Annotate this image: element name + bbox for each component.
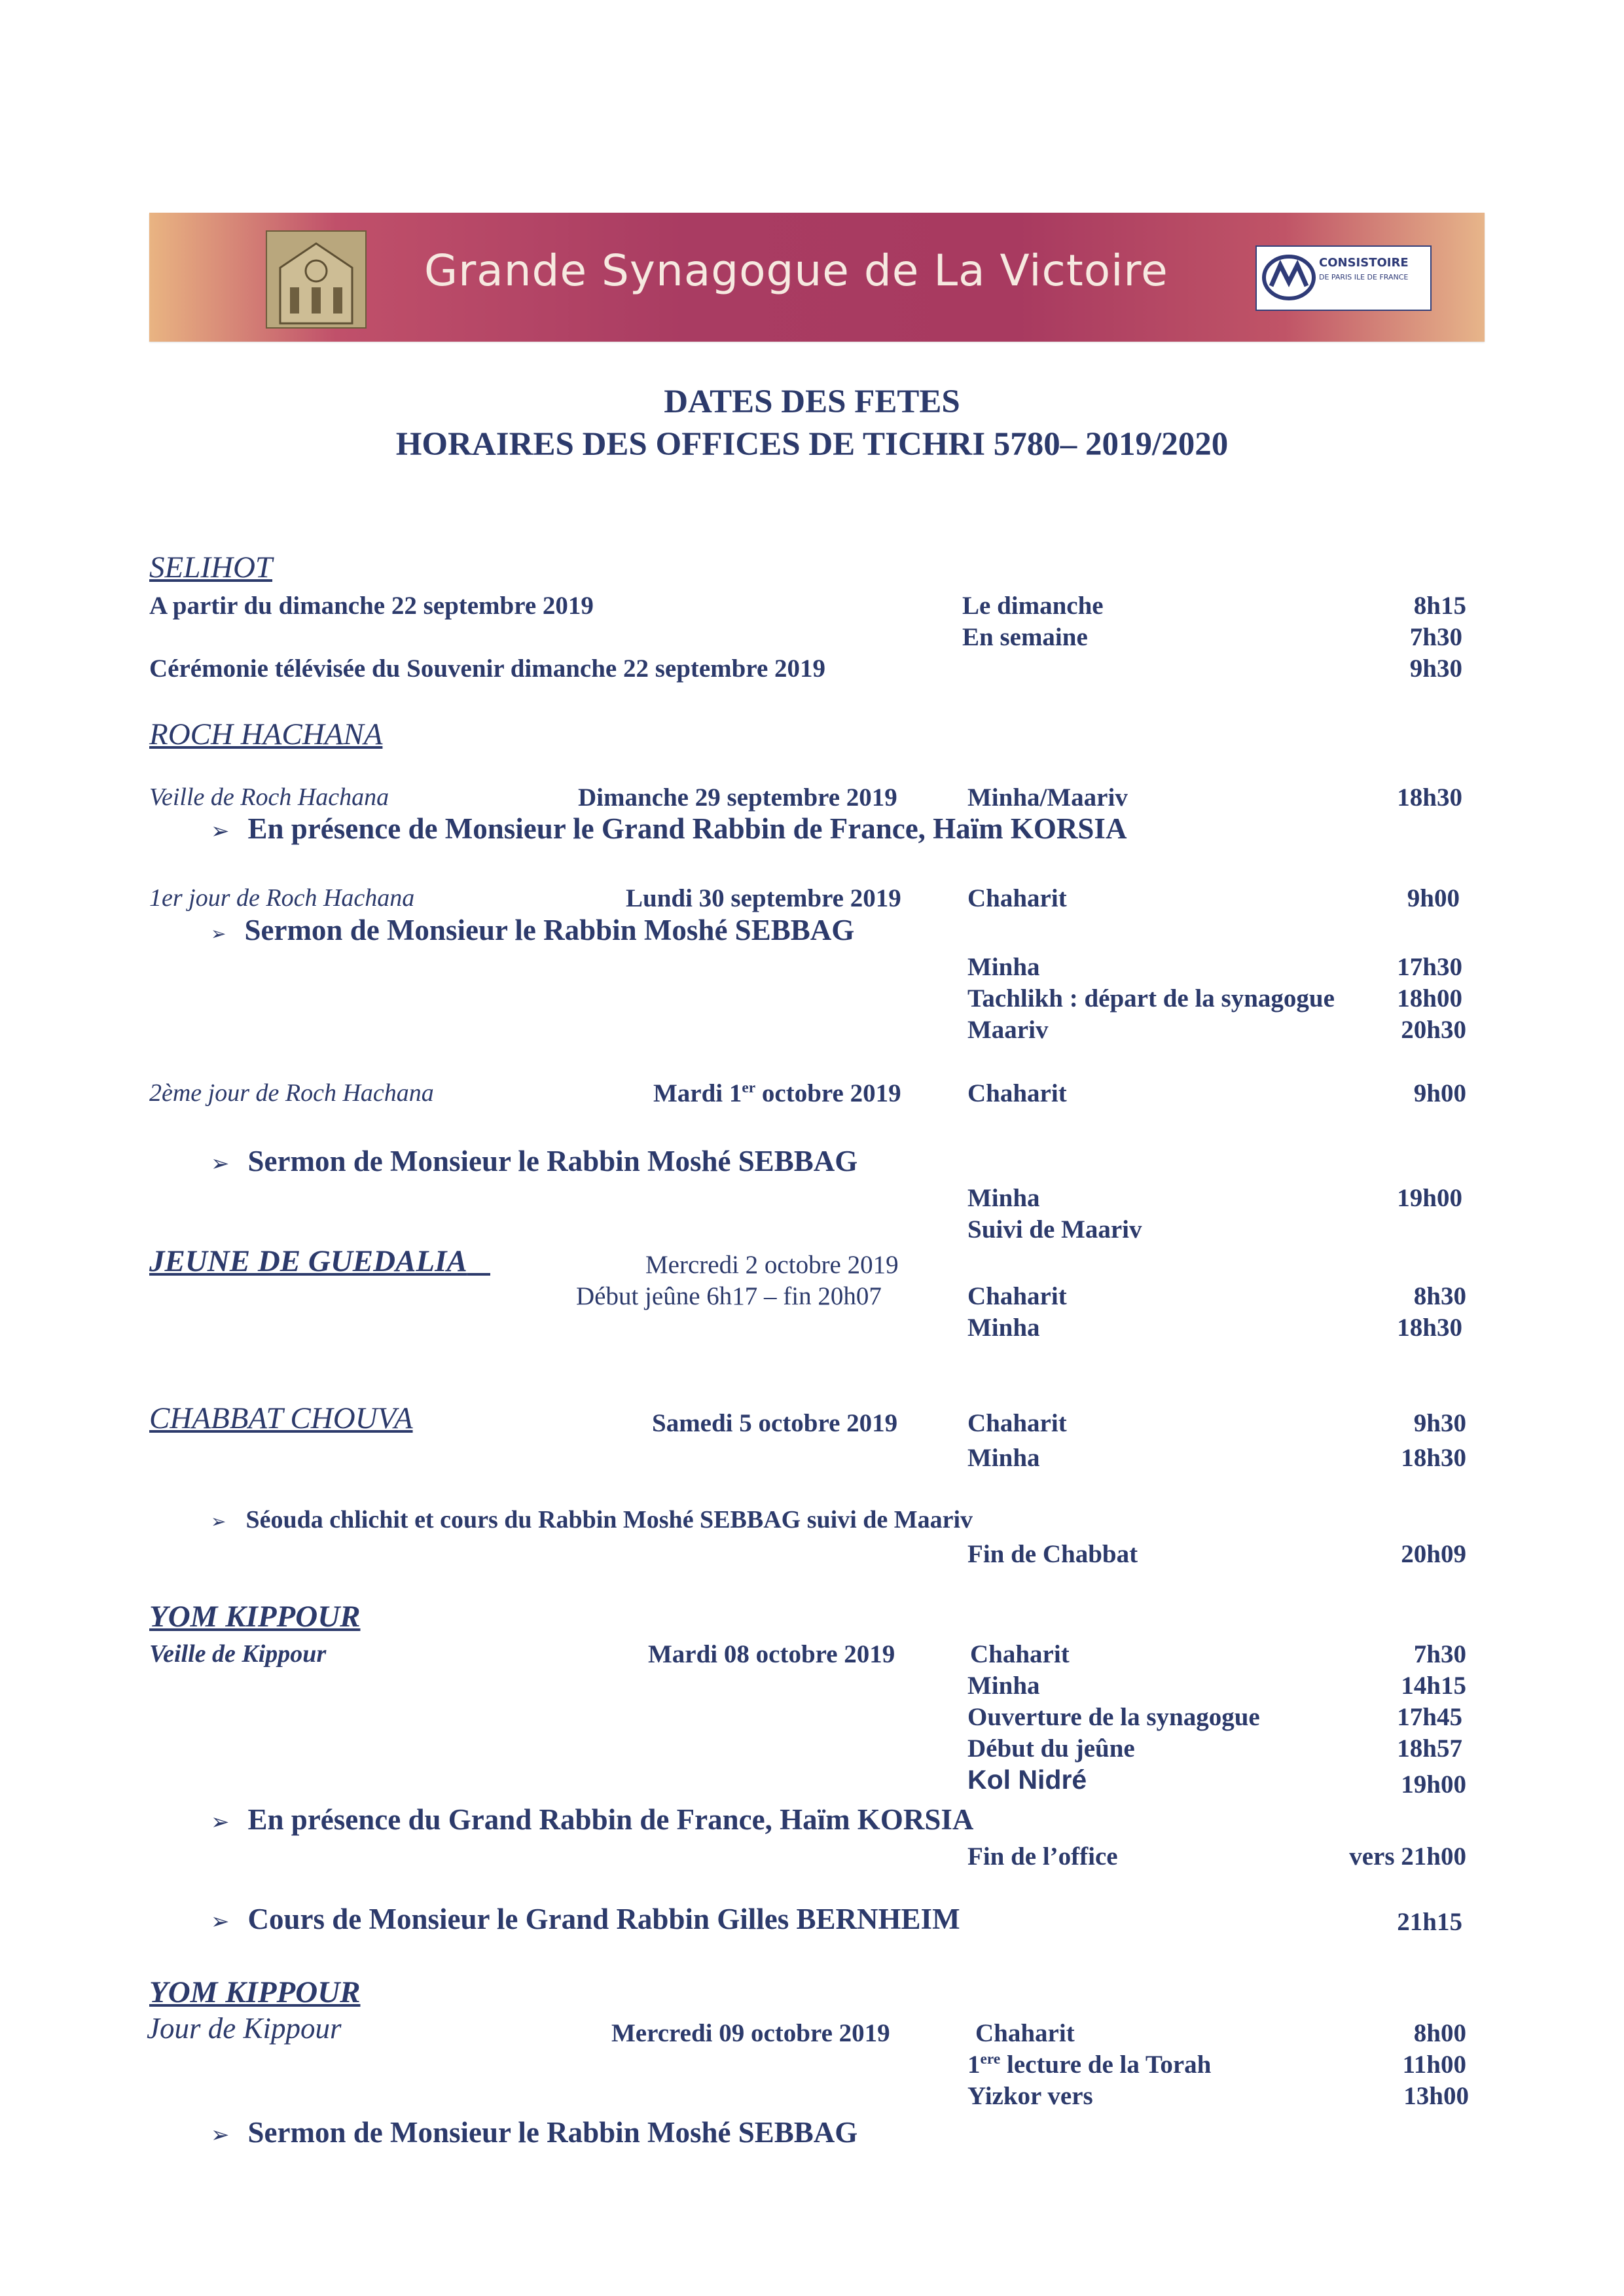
chouva-end-time: 20h09: [1401, 1540, 1466, 1568]
arrow-bullet-icon: ➢: [211, 2122, 230, 2148]
selihot-sunday-label: Le dimanche: [962, 592, 1104, 620]
arrow-bullet-icon: ➢: [211, 1909, 230, 1935]
roch-day1-tachlikh-time: 18h00: [1397, 984, 1462, 1013]
logo-text: CONSISTOIRE: [1319, 256, 1409, 270]
chouva-time2: 18h30: [1401, 1444, 1466, 1472]
guedalia-date: Mercredi 2 octobre 2019: [645, 1251, 899, 1279]
kippour-eve-time3: 17h45: [1397, 1703, 1462, 1731]
chouva-end-label: Fin de Chabbat: [967, 1540, 1138, 1568]
title-line-2: HORAIRES DES OFFICES DE TICHRI 5780– 2019/2020: [395, 426, 1229, 463]
banner-title: Grande Synagogue de La Victoire: [424, 245, 1168, 296]
selihot-sunday-time: 8h15: [1413, 592, 1466, 620]
title-line-1: DATES DES FETES: [664, 384, 960, 420]
kippour-eve-note1-text: En présence du Grand Rabbin de France, Haïm KORSIA: [247, 1803, 974, 1836]
consistoire-logo-icon: [1262, 253, 1316, 302]
guedalia-time2: 18h30: [1397, 1314, 1462, 1342]
logo-subtext: DE PARIS ILE DE FRANCE: [1319, 273, 1409, 281]
roch-day1-note: [211, 913, 854, 947]
kippour-day-office3: Yizkor vers: [967, 2082, 1093, 2110]
chouva-office2: Minha: [967, 1444, 1040, 1472]
arrow-bullet-icon: ➢: [211, 1151, 230, 1177]
kippour-eve-note2: [211, 1902, 960, 1936]
arrow-bullet-icon: ➢: [211, 818, 230, 844]
roch-day1-office: Chaharit: [967, 884, 1067, 912]
roch-day2-date-sup: er: [742, 1079, 756, 1096]
arrow-bullet-icon: ➢: [211, 1511, 226, 1532]
kippour-day-date: Mercredi 09 octobre 2019: [611, 2019, 890, 2047]
banner: [149, 213, 1485, 342]
kippour-eve-office3: Ouverture de la synagogue: [967, 1703, 1260, 1731]
selihot-week-label: En semaine: [962, 623, 1088, 651]
roch-day1-tachlikh: Tachlikh : départ de la synagogue: [967, 984, 1335, 1013]
kippour-eve-note2-time: 21h15: [1397, 1908, 1462, 1936]
roch-eve-note: [211, 812, 1127, 846]
kippour-eve-note2-text: Cours de Monsieur le Grand Rabbin Gilles BERNHEIM: [247, 1903, 960, 1935]
kippour-eve-office4: Début du jeûne: [967, 1734, 1135, 1763]
kippour-day-note-text: Sermon de Monsieur le Rabbin Moshé SEBBAG: [247, 2116, 858, 2149]
guedalia-time1: 8h30: [1413, 1282, 1466, 1310]
arrow-bullet-icon: ➢: [211, 923, 226, 944]
kippour-eve-time4: 18h57: [1397, 1734, 1462, 1763]
heading-roch-hachana: ROCH HACHANA: [149, 717, 383, 751]
chouva-note-text: Séouda chlichit et cours du Rabbin Moshé SEBBAG suivi de Maariv: [245, 1506, 973, 1534]
kippour-eve-time1: 7h30: [1413, 1640, 1466, 1668]
roch-day1-time: 9h00: [1407, 884, 1460, 912]
guedalia-fast: Début jeûne 6h17 – fin 20h07: [576, 1282, 882, 1310]
kippour-day-time2: 11h00: [1402, 2051, 1466, 2079]
kippour-day-note: [211, 2115, 857, 2149]
roch-day2-date-b: octobre 2019: [755, 1079, 901, 1107]
roch-eve-date: Dimanche 29 septembre 2019: [578, 783, 897, 812]
roch-day1-date: Lundi 30 septembre 2019: [626, 884, 901, 912]
heading-yom-kippour-day: YOM KIPPOUR: [149, 1975, 361, 2009]
kippour-eve-office2: Minha: [967, 1672, 1040, 1700]
kippour-day-office2-sup: ere: [980, 2051, 1001, 2068]
guedalia-office1: Chaharit: [967, 1282, 1067, 1310]
kippour-day-office2: [967, 2050, 1211, 2079]
kippour-day-label: Jour de Kippour: [147, 2012, 342, 2045]
kippour-eve-label: Veille de Kippour: [149, 1640, 327, 1668]
synagogue-image: [266, 230, 367, 329]
kippour-eve-date: Mardi 08 octobre 2019: [648, 1640, 895, 1668]
selihot-from-date: A partir du dimanche 22 septembre 2019: [149, 592, 594, 620]
roch-day2-date-a: Mardi 1: [653, 1079, 742, 1107]
consistoire-logo: [1255, 245, 1432, 311]
roch-day1-minha: Minha: [967, 953, 1040, 981]
arrow-bullet-icon: ➢: [211, 1809, 230, 1835]
roch-day2-note: [211, 1144, 857, 1178]
chouva-office1: Chaharit: [967, 1409, 1067, 1437]
roch-day2-minha-time: 19h00: [1397, 1184, 1462, 1212]
chouva-time1: 9h30: [1413, 1409, 1466, 1437]
kippour-eve-time2: 14h15: [1401, 1672, 1466, 1700]
roch-eve-note-text: En présence de Monsieur le Grand Rabbin de France, Haïm KORSIA: [247, 812, 1127, 845]
chouva-note: [211, 1505, 973, 1534]
heading-yom-kippour-eve: YOM KIPPOUR: [149, 1600, 361, 1634]
selihot-week-time: 7h30: [1409, 623, 1462, 651]
heading-chabbat-chouva: CHABBAT CHOUVA: [149, 1401, 413, 1435]
roch-day2-note-text: Sermon de Monsieur le Rabbin Moshé SEBBAG: [247, 1145, 858, 1177]
roch-day1-maariv-time: 20h30: [1401, 1016, 1466, 1044]
roch-eve-label: Veille de Roch Hachana: [149, 783, 389, 811]
roch-day2-office: Chaharit: [967, 1079, 1067, 1107]
chouva-date: Samedi 5 octobre 2019: [652, 1409, 898, 1437]
roch-day1-minha-time: 17h30: [1397, 953, 1462, 981]
kippour-eve-end-label: Fin de l’office: [967, 1842, 1118, 1871]
roch-day2-label: 2ème jour de Roch Hachana: [149, 1079, 434, 1107]
roch-day1-note-text: Sermon de Monsieur le Rabbin Moshé SEBBAG: [244, 914, 855, 946]
kippour-eve-end-time: vers 21h00: [1349, 1842, 1466, 1871]
kippour-day-office2-b: lecture de la Torah: [1000, 2051, 1212, 2079]
roch-day1-label: 1er jour de Roch Hachana: [149, 884, 415, 912]
kippour-eve-note1: [211, 1803, 973, 1837]
guedalia-office2: Minha: [967, 1314, 1040, 1342]
kippour-eve-office5: Kol Nidré: [967, 1765, 1087, 1795]
roch-day1-maariv: Maariv: [967, 1016, 1049, 1044]
selihot-ceremony-time: 9h30: [1409, 655, 1462, 683]
roch-day2-followed: Suivi de Maariv: [967, 1215, 1142, 1244]
roch-day2-minha: Minha: [967, 1184, 1040, 1212]
kippour-day-office1: Chaharit: [975, 2019, 1075, 2047]
kippour-day-office2-a: 1: [967, 2051, 981, 2079]
heading-guedalia-text: JEUNE DE GUEDALIA: [149, 1244, 467, 1278]
heading-selihot: SELIHOT: [149, 550, 273, 584]
kippour-day-time1: 8h00: [1413, 2019, 1466, 2047]
roch-day2-time: 9h00: [1413, 1079, 1466, 1107]
kippour-eve-time5: 19h00: [1401, 1770, 1466, 1799]
roch-eve-time: 18h30: [1397, 783, 1462, 812]
heading-guedalia: [149, 1244, 490, 1279]
kippour-day-time3: 13h00: [1403, 2082, 1469, 2110]
kippour-eve-office1: Chaharit: [970, 1640, 1070, 1668]
roch-eve-office: Minha/Maariv: [967, 783, 1128, 812]
roch-day2-date: [653, 1079, 901, 1108]
selihot-ceremony: Cérémonie télévisée du Souvenir dimanche 22 septembre 2019: [149, 655, 826, 683]
